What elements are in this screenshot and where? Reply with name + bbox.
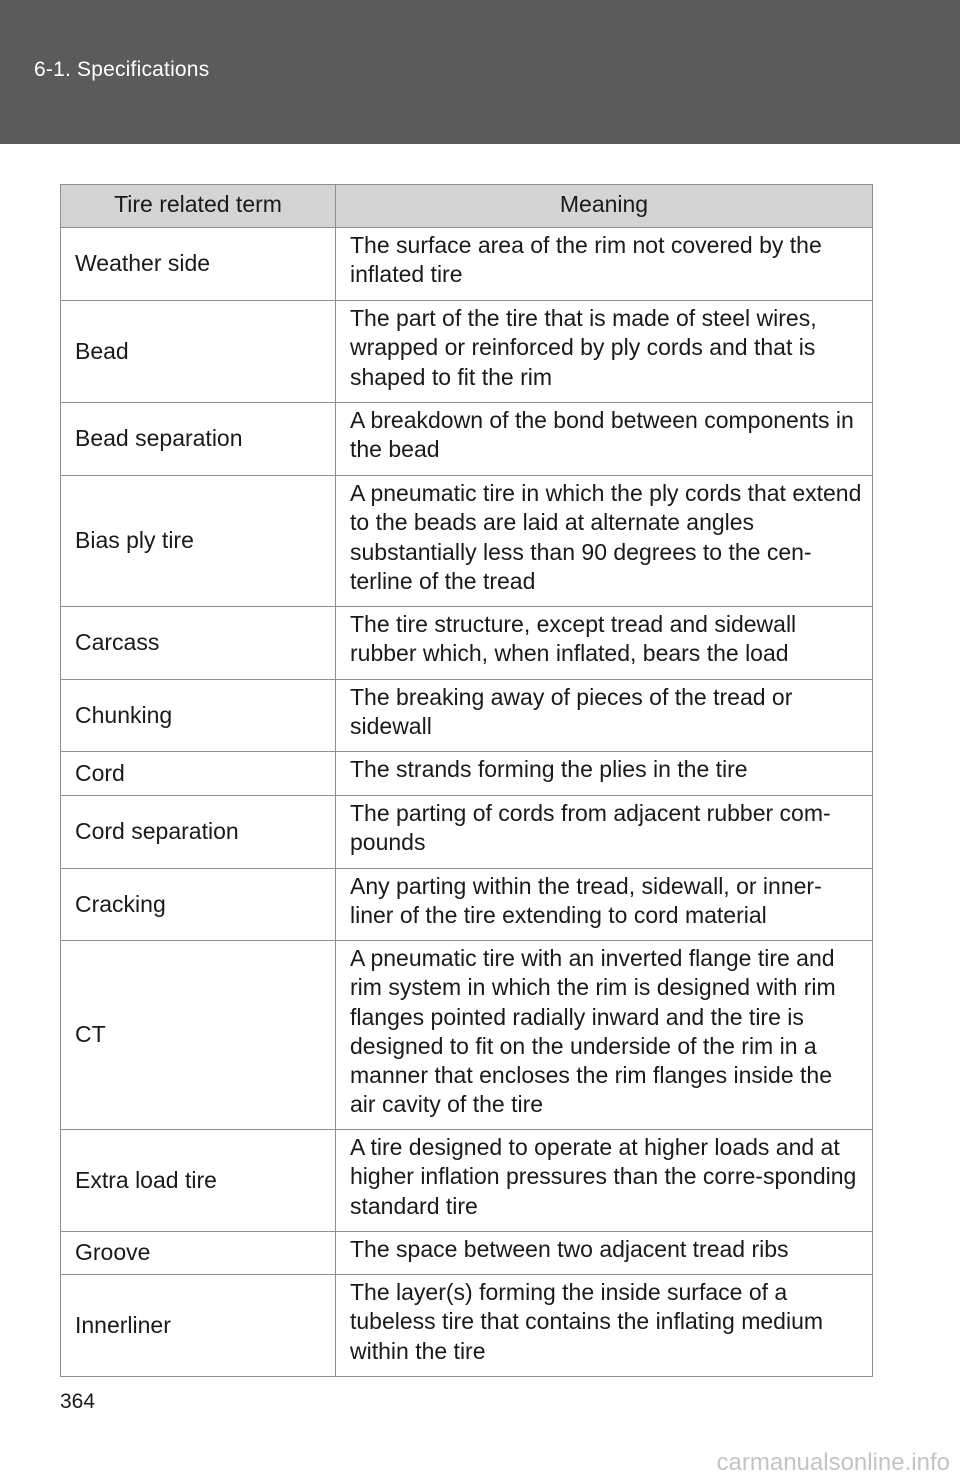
term-cell: Carcass [61,607,336,680]
table-row [61,752,873,796]
meaning-cell: A tire designed to operate at higher loads and at higher inflation pressures than the corre-sponding standard tire [336,1130,873,1232]
term-cell: Weather side [61,228,336,301]
meaning-cell: The part of the tire that is made of steel wires, wrapped or reinforced by ply cords and that is shaped to fit the rim [336,301,873,403]
term-cell: Chunking [61,680,336,752]
meaning-cell: A pneumatic tire in which the ply cords that extend to the beads are laid at alternate angles substantially less than 90 degrees to the cen-terline of the tread [336,476,873,607]
term-cell: Innerliner [61,1275,336,1377]
meaning-cell: Any parting within the tread, sidewall, or inner-liner of the tire extending to cord material [336,869,873,941]
watermark: carmanualsonline.info [716,1449,950,1476]
table-row [61,607,873,680]
table-row [61,680,873,752]
table-row [61,228,873,301]
term-cell: CT [61,941,336,1130]
column-header-term: Tire related term [61,185,336,228]
meaning-cell: The layer(s) forming the inside surface of a tubeless tire that contains the inflating medium within the tire [336,1275,873,1377]
column-header-meaning: Meaning [336,185,873,228]
section-title: 6-1. Specifications [34,58,210,81]
term-cell: Bead separation [61,403,336,476]
term-cell: Cord separation [61,796,336,869]
meaning-cell: The tire structure, except tread and sidewall rubber which, when inflated, bears the load [336,607,873,680]
term-cell: Bead [61,301,336,403]
meaning-cell: The parting of cords from adjacent rubber com-pounds [336,796,873,869]
table-row [61,941,873,1130]
table-row [61,403,873,476]
table-row [61,796,873,869]
meaning-cell: The space between two adjacent tread ribs [336,1232,873,1275]
table-row [61,1130,873,1232]
meaning-cell: The strands forming the plies in the tire [336,752,873,796]
tire-terms-table [60,184,873,1377]
section-header-band [0,0,960,144]
term-cell: Cracking [61,869,336,941]
table-row [61,301,873,403]
table-row [61,1275,873,1377]
term-cell: Bias ply tire [61,476,336,607]
meaning-cell: The surface area of the rim not covered by the inflated tire [336,228,873,301]
meaning-cell: The breaking away of pieces of the tread or sidewall [336,680,873,752]
page-number: 364 [60,1390,96,1413]
table-header-row [61,185,873,228]
term-cell: Extra load tire [61,1130,336,1232]
meaning-cell: A pneumatic tire with an inverted flange tire and rim system in which the rim is designed with rim flanges pointed radially inward and the tire is designed to fit on the underside of the rim in a manner that encloses the rim flanges inside the air cavity of the tire [336,941,873,1130]
term-cell: Cord [61,752,336,796]
table-row [61,1232,873,1275]
table-row [61,869,873,941]
term-cell: Groove [61,1232,336,1275]
table-row [61,476,873,607]
meaning-cell: A breakdown of the bond between components in the bead [336,403,873,476]
